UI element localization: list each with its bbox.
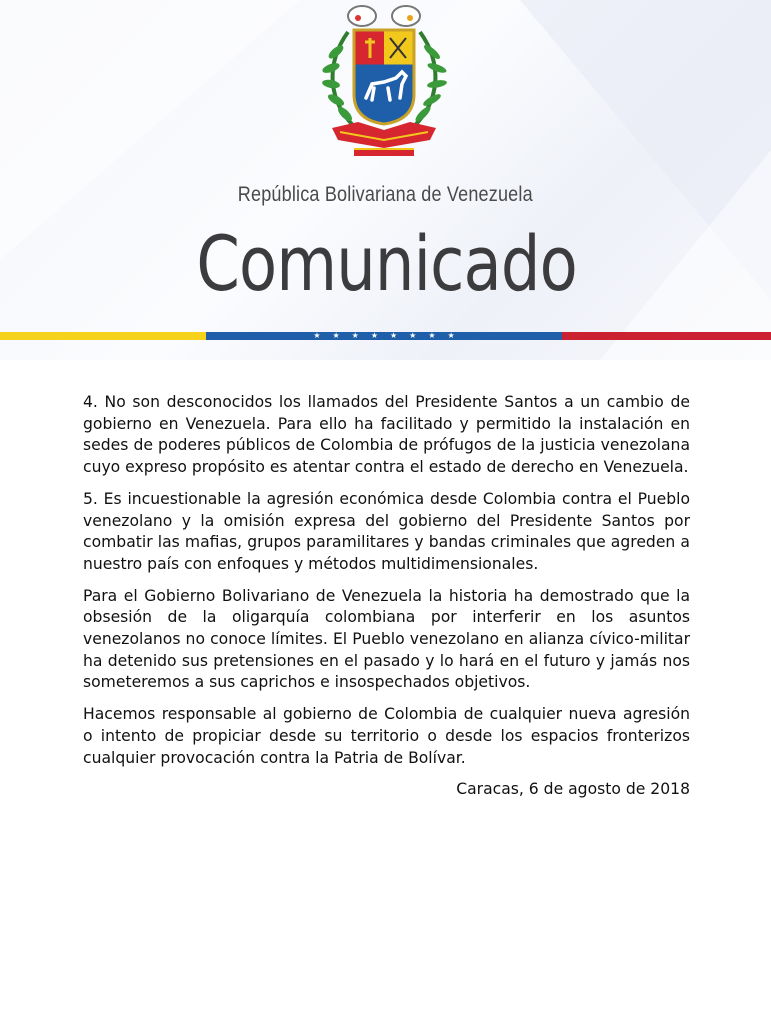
star-icon: ★ xyxy=(370,331,378,340)
flag-stripe-yellow xyxy=(0,332,206,340)
coat-of-arms-icon xyxy=(318,2,450,162)
star-icon: ★ xyxy=(428,331,436,340)
page-title: Comunicado xyxy=(196,219,577,308)
star-icon: ★ xyxy=(409,331,417,340)
paragraph-responsibility: Hacemos responsable al gobierno de Colombia de cualquier nueva agresión o intento de propiciar desde su territorio o desde los espacios fronterizos cualquier provocación contra la Patria de Bolívar. xyxy=(83,705,690,767)
star-icon: ★ xyxy=(313,331,321,340)
star-icon: ★ xyxy=(447,331,455,340)
paragraph-5: 5. Es incuestionable la agresión económica desde Colombia contra el Pueblo venezolano y la omisión expresa del gobierno del Presidente Santos por combatir las mafias, grupos paramilitares y bandas criminales que agreden a nuestro país con enfoques y métodos multidimensionales. xyxy=(83,489,690,573)
communique-body xyxy=(83,392,690,811)
star-icon: ★ xyxy=(390,331,398,340)
flag-stripe-blue xyxy=(206,332,562,340)
place-date-signature: Caracas, 6 de agosto de 2018 xyxy=(456,780,690,799)
flag-stars xyxy=(313,332,454,340)
letterhead xyxy=(0,0,771,360)
country-name: República Bolivariana de Venezuela xyxy=(237,183,533,206)
paragraph-4: 4. No son desconocidos los llamados del Presidente Santos a un cambio de gobierno en Venezuela. Para ello ha facilitado y permitido la instalación en sedes de poderes públicos de Colombia de prófugos de la justicia venezolana cuyo expreso propósito es atentar contra el estado de derecho en Venezuela. xyxy=(83,393,690,477)
star-icon: ★ xyxy=(332,331,340,340)
star-icon: ★ xyxy=(351,331,359,340)
paragraph-history: Para el Gobierno Bolivariano de Venezuela la historia ha demostrado que la obsesión de la oligarquía colombiana por interferir en los asuntos venezolanos no conoce límites. El Pueblo venezolano en alianza cívico-militar ha detenido sus pretensiones en el pasado y lo hará en el futuro y jamás nos someteremos a sus caprichos e insospechados objetivos. xyxy=(83,586,690,692)
flag-bar xyxy=(0,332,771,340)
flag-stripe-red xyxy=(562,332,771,340)
